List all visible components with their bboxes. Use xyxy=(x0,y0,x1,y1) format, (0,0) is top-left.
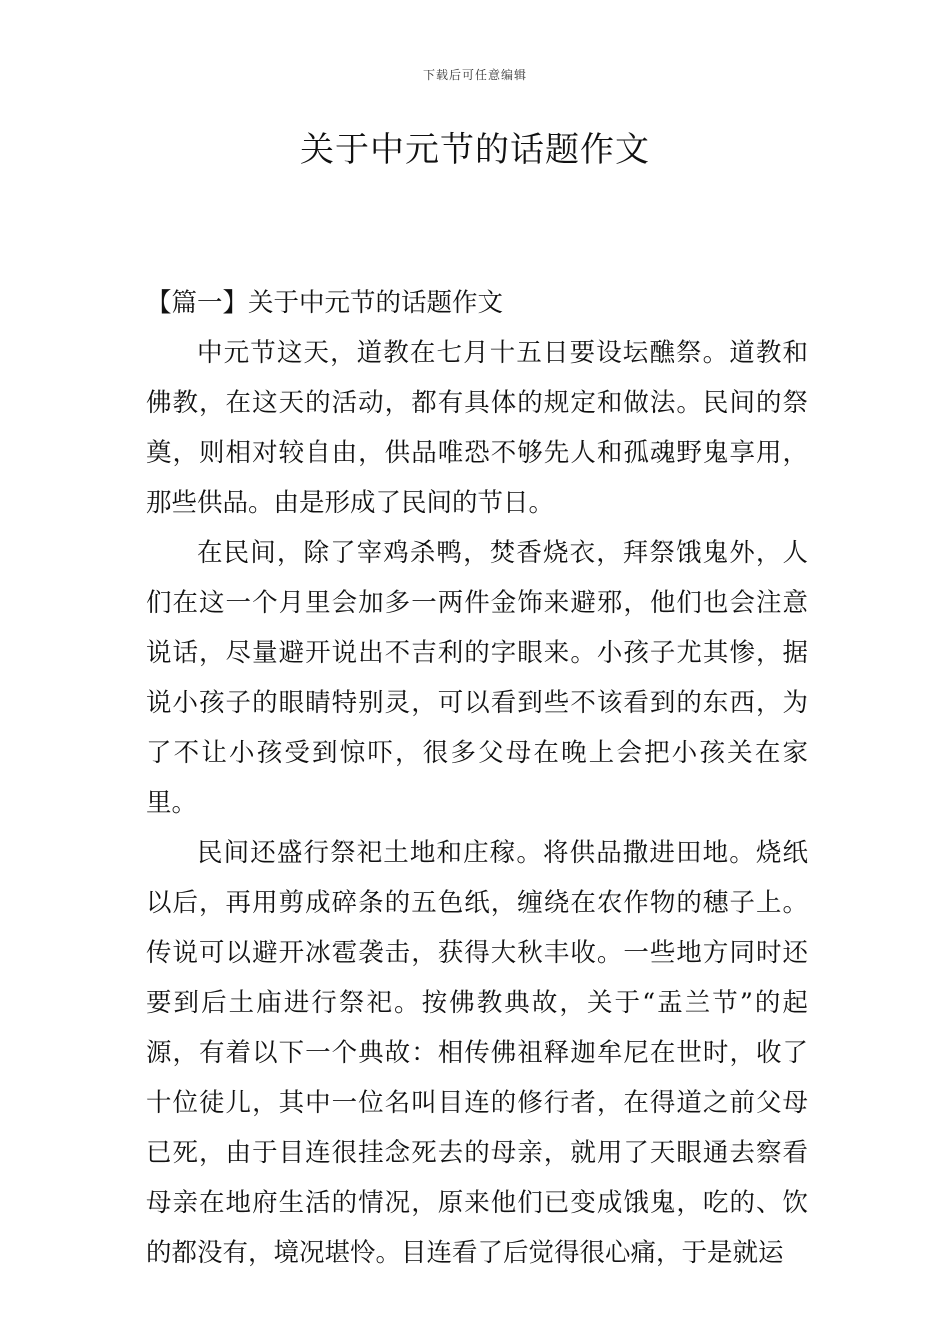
document-title: 关于中元节的话题作文 xyxy=(300,130,650,170)
document-body xyxy=(146,278,808,1278)
paragraph-3: 民间还盛行祭祀土地和庄稼。将供品撒进田地。烧纸以后，再用剪成碎条的五色纸，缠绕在农作物的穗子上。传说可以避开冰雹袭击，获得大秋丰收。一些地方同时还要到后土庙进行祭祀。按佛教典故，关于“盂兰节”的起源，有着以下一个典故：相传佛祖释迦牟尼在世时，收了十位徒儿，其中一位名叫目连的修行者，在得道之前父母已死，由于目连很挂念死去的母亲，就用了天眼通去察看母亲在地府生活的情况，原来他们已变成饿鬼，吃的、饮的都没有，境况堪怜。目连看了后觉得很心痛，于是就运 xyxy=(146,838,808,1268)
header-note: 下载后可任意编辑 xyxy=(422,68,527,82)
section-heading: 【篇一】关于中元节的话题作文 xyxy=(146,288,504,318)
paragraph-1: 中元节这天，道教在七月十五日要设坛醮祭。道教和佛教，在这天的活动，都有具体的规定和做法。民间的祭奠，则相对较自由，供品唯恐不够先人和孤魂野鬼享用，那些供品。由是形成了民间的节日。 xyxy=(146,338,808,518)
paragraph-2: 在民间，除了宰鸡杀鸭，焚香烧衣，拜祭饿鬼外，人们在这一个月里会加多一两件金饰来避邪，他们也会注意说话，尽量避开说出不吉利的字眼来。小孩子尤其惨，据说小孩子的眼睛特别灵，可以看到些不该看到的东西，为了不让小孩受到惊吓，很多父母在晚上会把小孩关在家里。 xyxy=(146,538,808,818)
